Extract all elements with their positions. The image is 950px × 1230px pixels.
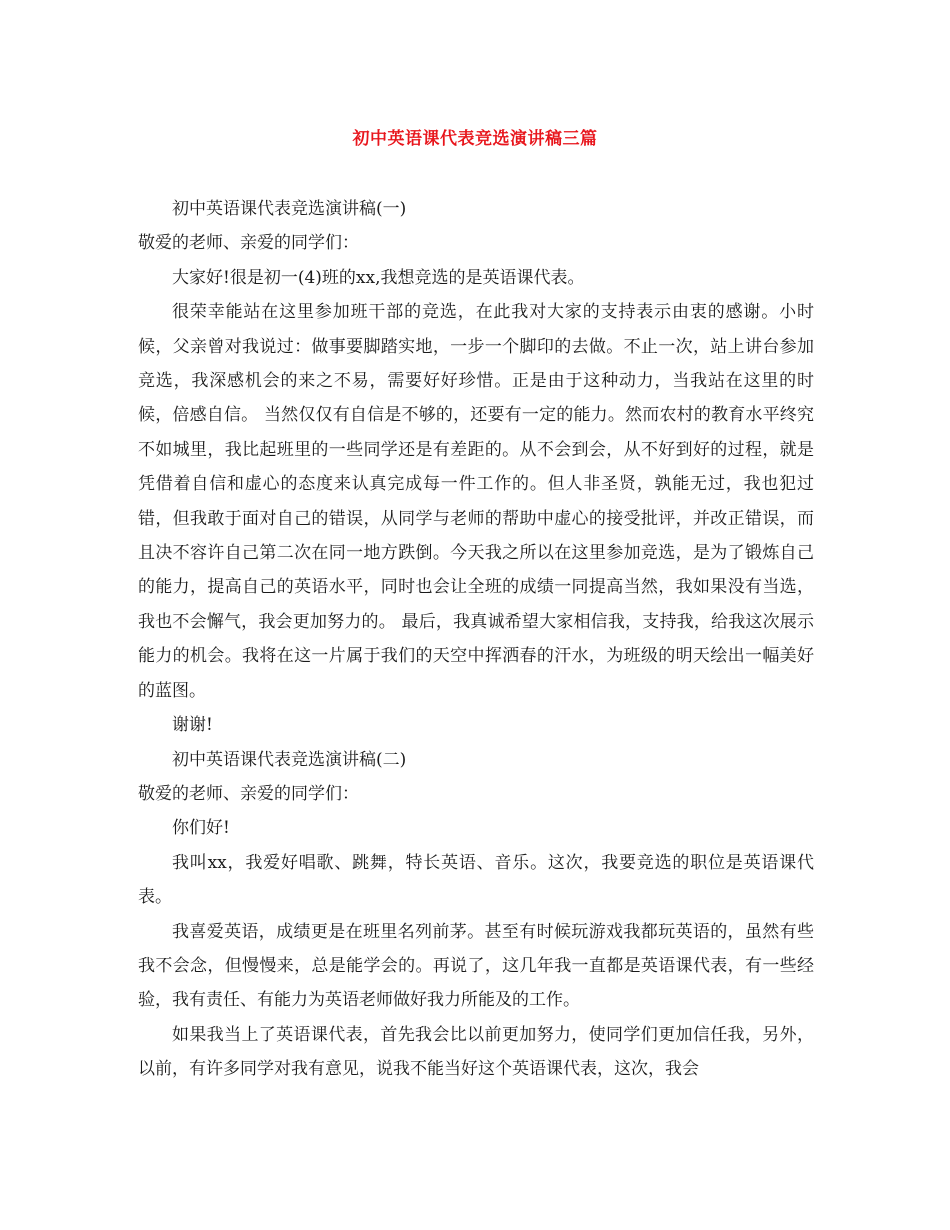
document-title: 初中英语课代表竞选演讲稿三篇 [352, 129, 598, 149]
body-paragraph-1: 很荣幸能站在这里参加班干部的竞选，在此我对大家的支持表示由衷的感谢。小时候，父亲曾对我说过：做事要脚踏实地，一步一个脚印的去做。不止一次，站上讲台参加竞选，我深感机会的来之不易，需要好好珍惜。正是由于这种动力，当我站在这里的时候，倍感自信。 当然仅仅有自信是不够的，还要有一定的能力。然而农村的教育水平终究不如城里，我比起班里的一些同学还是有差距的。从不会到会，从不好到好的过程，就是凭借着自信和虚心的态度来认真完成每一件工作的。但人非圣贤，孰能无过，我也犯过错，但我敢于面对自己的错误，从同学与老师的帮助中虚心的接受批评，并改正错误，而且决不容许自己第二次在同一地方跌倒。今天我之所以在这里参加竞选，是为了锻炼自己的能力，提高自己的英语水平，同时也会让全班的成绩一同提高当然，我如果没有当选，我也不会懈气，我会更加努力的。 最后，我真诚希望大家相信我，支持我，给我这次展示能力的机会。我将在这一片属于我们的天空中挥洒春的汗水，为班级的明天绘出一幅美好的蓝图。 [138, 302, 814, 701]
greeting-paragraph-1: 大家好!很是初一(4)班的xx,我想竞选的是英语课代表。 [172, 267, 585, 288]
greeting-paragraph-2: 你们好! [172, 818, 230, 839]
body-paragraph-3: 我喜爱英语，成绩更是在班里名列前茅。甚至有时候玩游戏我都玩英语的，虽然有些我不会念，但慢慢来，总是能学会的。再说了，这几年我一直都是英语课代表，有一些经验，我有责任、有能力为英语老师做好我力所能及的工作。 [138, 921, 814, 1011]
document-body [138, 192, 814, 1087]
salutation-1: 敬爱的老师、亲爱的同学们： [138, 233, 359, 254]
section-heading-1: 初中英语课代表竞选演讲稿(一) [172, 199, 407, 219]
body-paragraph-4: 如果我当上了英语课代表，首先我会比以前更加努力，使同学们更加信任我，另外，以前，有许多同学对我有意见，说我不能当好这个英语课代表，这次，我会 [138, 1024, 814, 1080]
closing-thanks: 谢谢! [172, 715, 213, 736]
body-paragraph-2: 我叫xx，我爱好唱歌、跳舞，特长英语、音乐。这次，我要竞选的职位是英语课代表。 [138, 852, 814, 908]
section-heading-2: 初中英语课代表竞选演讲稿(二) [172, 749, 407, 770]
salutation-2: 敬爱的老师、亲爱的同学们： [138, 783, 359, 804]
